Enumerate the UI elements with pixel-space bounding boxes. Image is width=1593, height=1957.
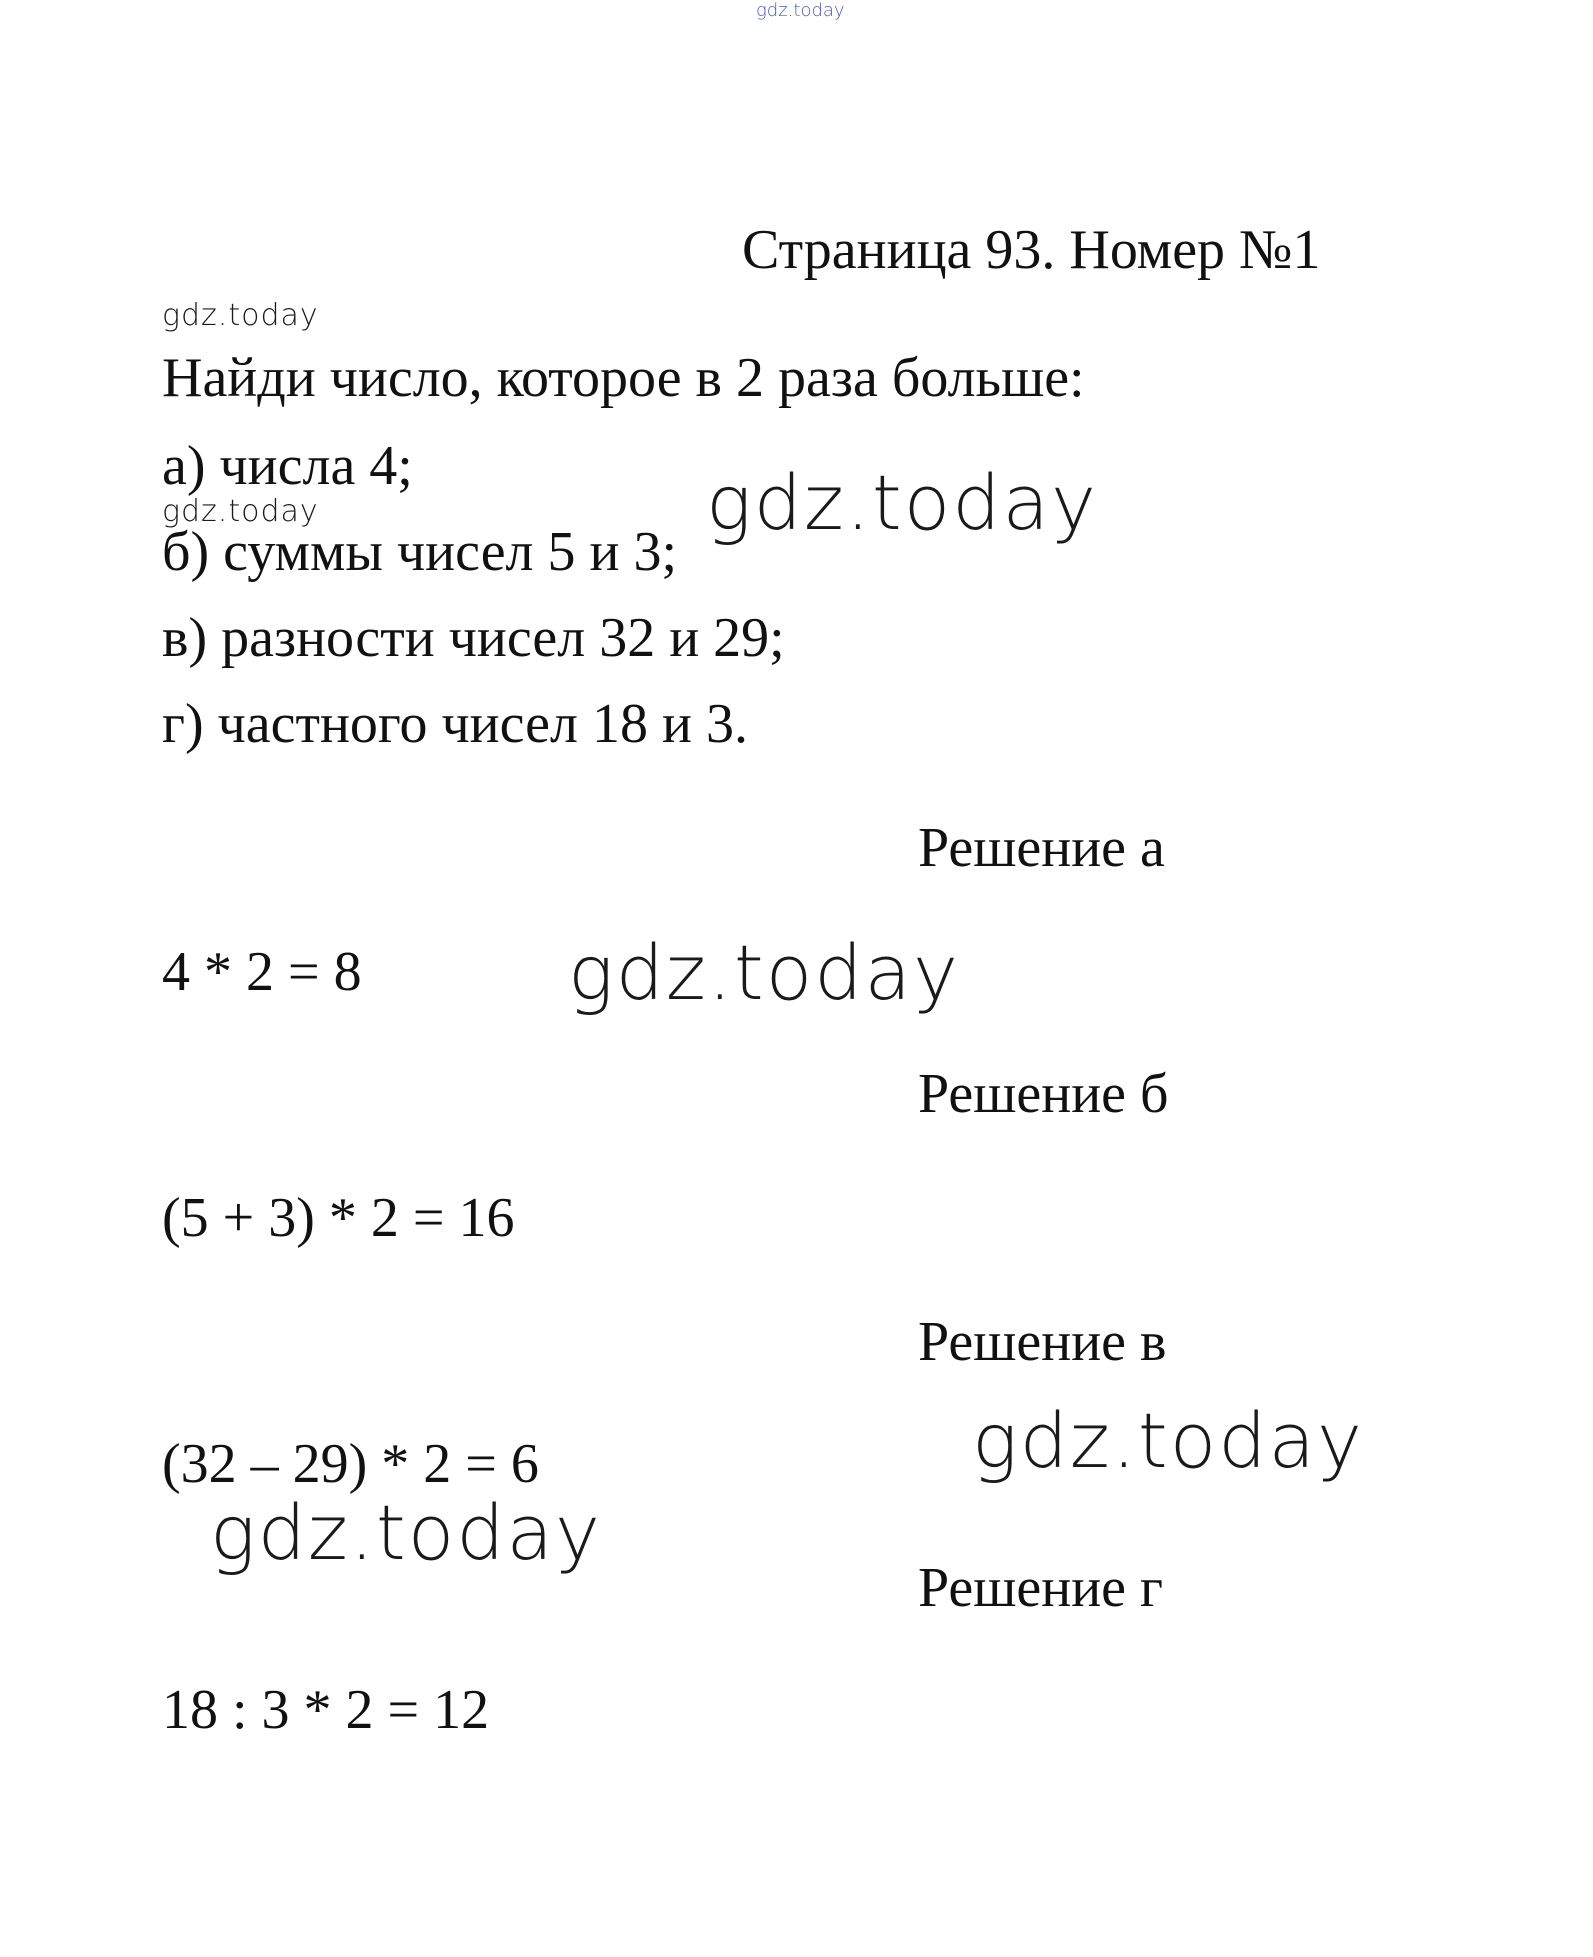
solution-heading-b: Решение б [918, 1063, 1169, 1125]
solution-heading-c: Решение в [918, 1311, 1167, 1373]
solution-formula-b: (5 + 3) * 2 = 16 [162, 1187, 515, 1249]
top-watermark: gdz.today [756, 0, 845, 21]
watermark-large-3: gdz.today [972, 1396, 1364, 1485]
task-item-b: б) суммы чисел 5 и 3; [162, 521, 678, 583]
solution-heading-d: Решение г [918, 1557, 1163, 1619]
solution-formula-c: (32 – 29) * 2 = 6 [162, 1433, 539, 1495]
solution-heading-a: Решение а [918, 817, 1165, 879]
solution-formula-a: 4 * 2 = 8 [162, 941, 362, 1003]
watermark-small-2: gdz.today [162, 494, 319, 529]
watermark-large-1: gdz.today [706, 458, 1098, 547]
solution-formula-d: 18 : 3 * 2 = 12 [162, 1679, 490, 1741]
watermark-small-1: gdz.today [162, 298, 319, 333]
watermark-large-2: gdz.today [568, 928, 960, 1017]
task-item-a: а) числа 4; [162, 435, 413, 497]
task-item-d: г) частного чисел 18 и 3. [162, 693, 748, 755]
watermark-large-4: gdz.today [210, 1488, 602, 1577]
page-title: Страница 93. Номер №1 [742, 219, 1321, 281]
task-prompt: Найди число, которое в 2 раза больше: [162, 347, 1085, 409]
task-item-c: в) разности чисел 32 и 29; [162, 607, 785, 669]
